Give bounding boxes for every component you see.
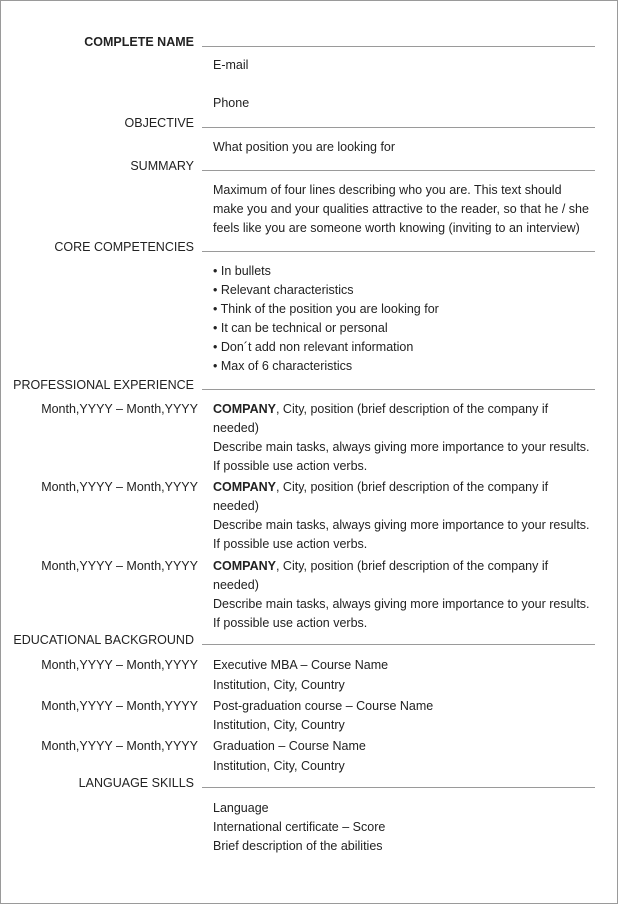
objective-header (1, 115, 617, 131)
name-header (1, 34, 617, 50)
experience-company-line (213, 479, 548, 495)
experience-dates: Month,YYYY – Month,YYYY (41, 402, 198, 416)
core-competencies-label: CORE COMPETENCIES (54, 240, 194, 254)
education-institution: Institution, City, Country (213, 759, 345, 773)
competency-bullet: • Relevant characteristics (213, 283, 354, 297)
experience-line: needed) (213, 421, 259, 435)
language-label: LANGUAGE SKILLS (78, 776, 194, 790)
company-name: COMPANY (213, 402, 276, 416)
summary-line: Maximum of four lines describing who you are. This text should (213, 183, 562, 197)
experience-line: If possible use action verbs. (213, 459, 368, 473)
name-label: COMPLETE NAME (84, 35, 194, 49)
section-rule (202, 787, 595, 788)
section-rule (202, 127, 595, 128)
language-line: Brief description of the abilities (213, 839, 383, 853)
summary-line: make you and your qualities attractive to the reader, so that he / she (213, 202, 589, 216)
experience-header (1, 377, 617, 393)
education-course: Executive MBA – Course Name (213, 658, 389, 672)
summary-header (1, 158, 617, 174)
section-rule (202, 46, 595, 47)
email-text: E-mail (213, 58, 249, 72)
experience-dates: Month,YYYY – Month,YYYY (41, 559, 198, 573)
experience-label: PROFESSIONAL EXPERIENCE (13, 378, 194, 392)
education-label: EDUCATIONAL BACKGROUND (13, 633, 194, 647)
experience-line: Describe main tasks, always giving more importance to your results. (213, 518, 590, 532)
education-dates: Month,YYYY – Month,YYYY (41, 658, 198, 672)
education-course: Post-graduation course – Course Name (213, 699, 434, 713)
experience-line: If possible use action verbs. (213, 537, 368, 551)
objective-text: What position you are looking for (213, 140, 396, 154)
education-header (1, 632, 617, 648)
competency-bullet: • Don´t add non relevant information (213, 340, 414, 354)
section-rule (202, 644, 595, 645)
language-header (1, 775, 617, 791)
experience-company-line (213, 558, 548, 574)
education-dates: Month,YYYY – Month,YYYY (41, 699, 198, 713)
education-course: Graduation – Course Name (213, 739, 366, 753)
company-details: , City, position (brief description of the company if (275, 402, 549, 416)
experience-dates: Month,YYYY – Month,YYYY (41, 480, 198, 494)
section-rule (202, 389, 595, 390)
company-details: , City, position (brief description of the company if (275, 559, 549, 573)
core-competencies-header (1, 239, 617, 255)
competency-bullet: • Max of 6 characteristics (213, 359, 353, 373)
section-rule (202, 251, 595, 252)
objective-label: OBJECTIVE (124, 116, 194, 130)
competency-bullet: • It can be technical or personal (213, 321, 388, 335)
experience-line: If possible use action verbs. (213, 616, 368, 630)
competency-bullet: • Think of the position you are looking for (213, 302, 439, 316)
company-details: , City, position (brief description of the company if (275, 480, 549, 494)
language-line: Language (213, 801, 269, 815)
summary-label: SUMMARY (130, 159, 194, 173)
experience-line: needed) (213, 578, 259, 592)
company-name: COMPANY (213, 480, 276, 494)
experience-line: needed) (213, 499, 259, 513)
education-institution: Institution, City, Country (213, 678, 345, 692)
language-line: International certificate – Score (213, 820, 386, 834)
experience-line: Describe main tasks, always giving more importance to your results. (213, 597, 590, 611)
summary-line: feels like you are someone worth knowing (inviting to an interview) (213, 221, 580, 235)
education-dates: Month,YYYY – Month,YYYY (41, 739, 198, 753)
competency-bullet: • In bullets (213, 264, 271, 278)
phone-text: Phone (213, 96, 250, 110)
education-institution: Institution, City, Country (213, 718, 345, 732)
experience-line: Describe main tasks, always giving more importance to your results. (213, 440, 590, 454)
company-name: COMPANY (213, 559, 276, 573)
experience-company-line (213, 401, 548, 417)
section-rule (202, 170, 595, 171)
